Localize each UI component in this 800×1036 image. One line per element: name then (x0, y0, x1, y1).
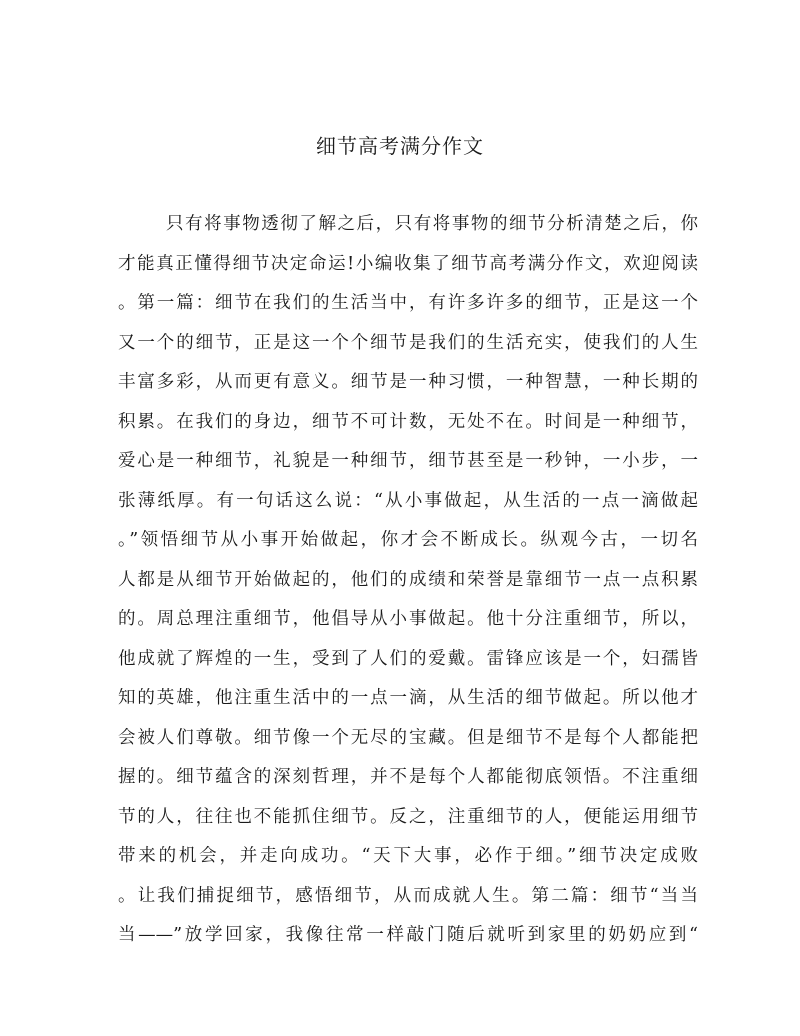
body-line: 他成就了辉煌的一生，受到了人们的爱戴。雷锋应该是一个，妇孺皆 (118, 648, 698, 669)
body-line: 爱心是一种细节，礼貌是一种细节，细节甚至是一秒钟，一小步，一 (118, 451, 698, 471)
body-line: 积累。在我们的身边，细节不可计数，无处不在。时间是一种细节， (118, 411, 698, 432)
body-line: 带来的机会，并走向成功。“天下大事，必作于细。”细节决定成败 (118, 846, 698, 866)
body-line: 会被人们尊敬。细节像一个无尽的宝藏。但是细节不是每个人都能把 (118, 727, 698, 748)
body-line: 当——”放学回家，我像往常一样敲门随后就听到家里的奶奶应到“ (118, 925, 698, 945)
body-line: 人都是从细节开始做起的，他们的成绩和荣誉是靠细节一点一点积累 (118, 569, 698, 590)
document-title: 细节高考满分作文 (316, 134, 484, 158)
document-body (118, 205, 698, 956)
body-line: 知的英雄，他注重生活中的一点一滴，从生活的细节做起。所以他才 (118, 688, 698, 708)
body-line: 。第一篇：细节在我们的生活当中，有许多许多的细节，正是这一个 (118, 293, 698, 313)
body-line: 的。周总理注重细节，他倡导从小事做起。他十分注重细节，所以， (118, 609, 698, 629)
body-line: 张薄纸厚。有一句话这么说：“从小事做起，从生活的一点一滴做起 (118, 490, 698, 511)
body-line: 丰富多彩，从而更有意义。细节是一种习惯，一种智慧，一种长期的 (118, 372, 698, 392)
body-line: 。”领悟细节从小事开始做起，你才会不断成长。纵观今古，一切名 (118, 530, 698, 550)
body-line: 又一个的细节，正是这一个个细节是我们的生活充实，使我们的人生 (118, 332, 698, 353)
body-line: 。让我们捕捉细节，感悟细节，从而成就人生。第二篇：细节“当当 (118, 885, 698, 906)
body-line: 节的人，往往也不能抓住细节。反之，注重细节的人，便能运用细节 (118, 806, 698, 827)
body-line: 才能真正懂得细节决定命运!小编收集了细节高考满分作文，欢迎阅读 (118, 253, 698, 274)
body-line: 只有将事物透彻了解之后，只有将事物的细节分析清楚之后，你 (166, 214, 698, 234)
body-line: 握的。细节蕴含的深刻哲理，并不是每个人都能彻底领悟。不注重细 (118, 767, 698, 787)
